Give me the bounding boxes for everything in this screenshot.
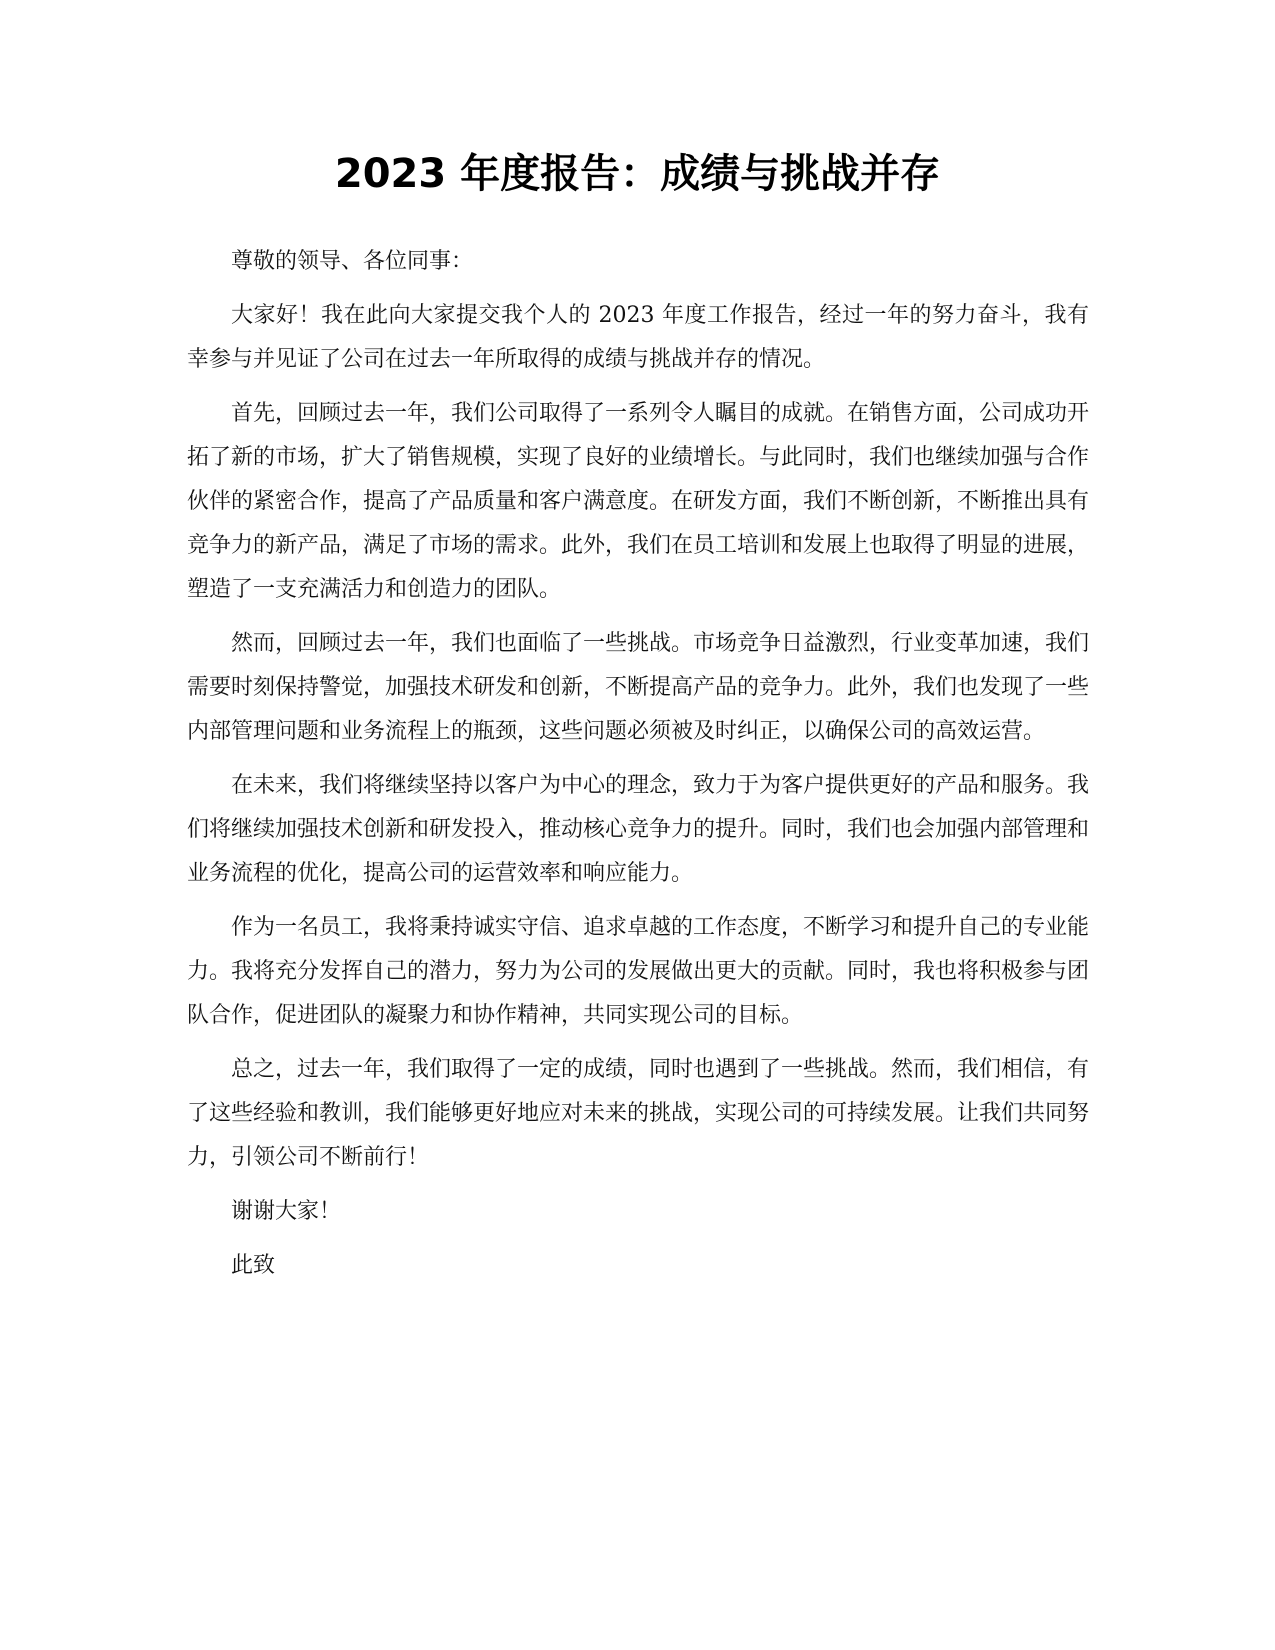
paragraph-challenges: 然而，回顾过去一年，我们也面临了一些挑战。市场竞争日益激烈，行业变革加速，我们需要时刻保持警觉，加强技术研发和创新，不断提高产品的竞争力。此外，我们也发现了一些内部管理问题和业务流程上的瓶颈，这些问题必须被及时纠正，以确保公司的高效运营。 [187, 631, 1090, 744]
thanks-line: 谢谢大家！ [231, 1199, 342, 1224]
paragraph-future: 在未来，我们将继续坚持以客户为中心的理念，致力于为客户提供更好的产品和服务。我们将继续加强技术创新和研发投入，推动核心竞争力的提升。同时，我们也会加强内部管理和业务流程的优化，提高公司的运营效率和响应能力。 [187, 773, 1090, 886]
paragraph-achievements: 首先，回顾过去一年，我们公司取得了一系列令人瞩目的成就。在销售方面，公司成功开拓了新的市场，扩大了销售规模，实现了良好的业绩增长。与此同时，我们也继续加强与合作伙伴的紧密合作，提高了产品质量和客户满意度。在研发方面，我们不断创新，不断推出具有竞争力的新产品，满足了市场的需求。此外，我们在员工培训和发展上也取得了明显的进展，塑造了一支充满活力和创造力的团队。 [187, 401, 1090, 602]
salutation: 尊敬的领导、各位同事： [231, 249, 474, 274]
closing-line: 此致 [231, 1253, 276, 1278]
paragraph-greeting: 大家好！我在此向大家提交我个人的 2023 年度工作报告，经过一年的努力奋斗，我有幸参与并见证了公司在过去一年所取得的成绩与挑战并存的情况。 [187, 303, 1089, 372]
paragraph-personal-commitment: 作为一名员工，我将秉持诚实守信、追求卓越的工作态度，不断学习和提升自己的专业能力。我将充分发挥自己的潜力，努力为公司的发展做出更大的贡献。同时，我也将积极参与团队合作，促进团队的凝聚力和协作精神，共同实现公司的目标。 [187, 915, 1090, 1028]
paragraph-conclusion: 总之，过去一年，我们取得了一定的成绩，同时也遇到了一些挑战。然而，我们相信，有了这些经验和教训，我们能够更好地应对未来的挑战，实现公司的可持续发展。让我们共同努力，引领公司不断前行！ [187, 1057, 1090, 1170]
document-body [187, 240, 1089, 1298]
document-title: 2023 年度报告：成绩与挑战并存 [334, 151, 941, 197]
